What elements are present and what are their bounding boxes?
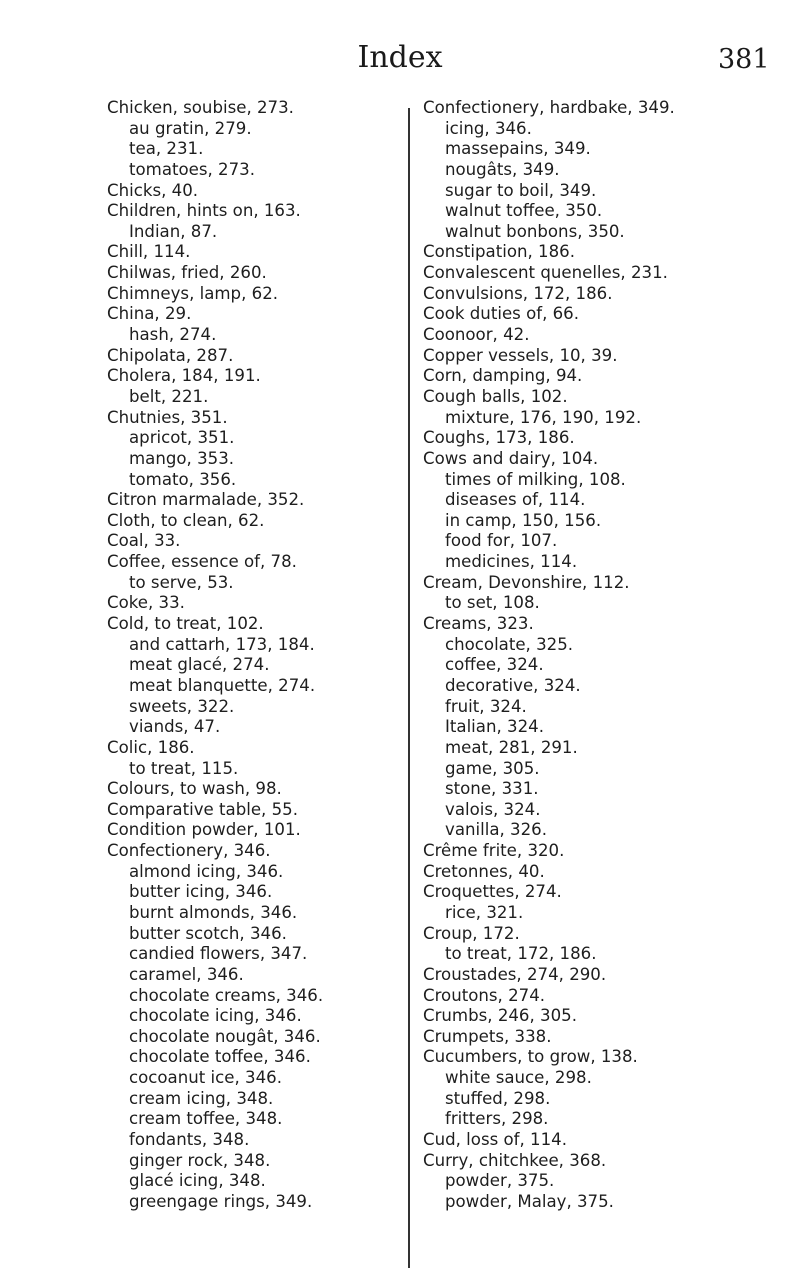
index-subentry: in camp, 150, 156.: [445, 510, 602, 530]
index-entry: Colours, to wash, 98.: [107, 779, 282, 799]
index-subentry: game, 305.: [445, 758, 540, 778]
index-subentry: times of milking, 108.: [445, 469, 626, 489]
index-entry: Creams, 323.: [423, 614, 534, 634]
index-subentry: tomato, 356.: [129, 469, 237, 489]
index-subentry: massepains, 349.: [445, 139, 591, 159]
index-entry: Copper vessels, 10, 39.: [423, 345, 618, 365]
index-subentry: candied flowers, 347.: [129, 944, 308, 964]
index-entry: Cream, Devonshire, 112.: [423, 572, 630, 592]
index-subentry: mixture, 176, 190, 192.: [445, 407, 642, 427]
index-subentry: decorative, 324.: [445, 675, 581, 695]
page-number: 381: [718, 44, 770, 75]
index-entry: Confectionery, hardbake, 349.: [423, 98, 675, 117]
index-subentry: nougâts, 349.: [445, 159, 560, 179]
index-entry: Crumpets, 338.: [423, 1026, 552, 1046]
index-column-left: [107, 98, 407, 1213]
index-entry: Comparative table, 55.: [107, 799, 298, 819]
index-entry: Crumbs, 246, 305.: [423, 1006, 577, 1026]
index-subentry: and cattarh, 173, 184.: [129, 634, 315, 654]
index-entry: Coal, 33.: [107, 531, 181, 551]
index-subentry: fritters, 298.: [445, 1109, 549, 1129]
index-subentry: chocolate, 325.: [445, 634, 574, 654]
index-subentry: meat glacé, 274.: [129, 655, 270, 675]
index-entry: Curry, chitchkee, 368.: [423, 1150, 607, 1170]
index-subentry: chocolate creams, 346.: [129, 985, 324, 1005]
index-subentry: butter scotch, 346.: [129, 923, 287, 943]
index-subentry: chocolate nougât, 346.: [129, 1026, 321, 1046]
index-subentry: cocoanut ice, 346.: [129, 1068, 282, 1088]
index-entry: Cretonnes, 40.: [423, 861, 545, 881]
index-subentry: belt, 221.: [129, 386, 209, 406]
index-entry: Children, hints on, 163.: [107, 201, 301, 221]
index-entry: Croquettes, 274.: [423, 882, 562, 902]
index-subentry: glacé icing, 348.: [129, 1171, 266, 1191]
index-subentry: to treat, 172, 186.: [445, 944, 597, 964]
index-subentry: Italian, 324.: [445, 717, 544, 737]
index-entry: Citron marmalade, 352.: [107, 490, 305, 510]
index-entry: Chimneys, lamp, 62.: [107, 283, 279, 303]
page-title: Index: [357, 40, 443, 75]
index-subentry: valois, 324.: [445, 799, 541, 819]
index-entry: Crême frite, 320.: [423, 841, 565, 861]
index-subentry: icing, 346.: [445, 118, 532, 138]
index-entry: Croup, 172.: [423, 923, 520, 943]
index-subentry: almond icing, 346.: [129, 861, 284, 881]
index-entry: Cough balls, 102.: [423, 386, 568, 406]
index-entry: Chutnies, 351.: [107, 407, 228, 427]
index-subentry: stuffed, 298.: [445, 1088, 551, 1108]
index-subentry: food for, 107.: [445, 531, 558, 551]
index-entry: Coughs, 173, 186.: [423, 428, 575, 448]
index-subentry: fruit, 324.: [445, 696, 527, 716]
index-subentry: sweets, 322.: [129, 696, 235, 716]
index-subentry: cream icing, 348.: [129, 1088, 274, 1108]
index-entry: Chill, 114.: [107, 242, 191, 262]
index-entry: Coke, 33.: [107, 593, 185, 613]
index-subentry: ginger rock, 348.: [129, 1150, 271, 1170]
index-subentry: diseases of, 114.: [445, 490, 586, 510]
index-subentry: Indian, 87.: [129, 221, 218, 241]
index-subentry: walnut bonbons, 350.: [445, 221, 625, 241]
index-entry: Chicks, 40.: [107, 180, 199, 200]
index-subentry: walnut toffee, 350.: [445, 201, 603, 221]
index-subentry: fondants, 348.: [129, 1130, 250, 1150]
index-entry: Cholera, 184, 191.: [107, 366, 261, 386]
index-subentry: apricot, 351.: [129, 428, 235, 448]
index-entry: Constipation, 186.: [423, 242, 576, 262]
index-subentry: chocolate toffee, 346.: [129, 1047, 311, 1067]
index-entry: Croustades, 274, 290.: [423, 964, 607, 984]
index-subentry: meat blanquette, 274.: [129, 675, 316, 695]
index-entry: Croutons, 274.: [423, 985, 546, 1005]
index-subentry: vanilla, 326.: [445, 820, 548, 840]
index-entry: Corn, damping, 94.: [423, 366, 583, 386]
index-subentry: greengage rings, 349.: [129, 1191, 313, 1211]
index-subentry: to serve, 53.: [129, 572, 234, 592]
index-entry: Chilwas, fried, 260.: [107, 263, 267, 283]
index-entry: Coffee, essence of, 78.: [107, 552, 297, 572]
index-subentry: stone, 331.: [445, 779, 539, 799]
index-entry: Cook duties of, 66.: [423, 304, 580, 324]
index-subentry: caramel, 346.: [129, 964, 244, 984]
index-subentry: meat, 281, 291.: [445, 737, 578, 757]
index-subentry: hash, 274.: [129, 325, 217, 345]
index-entry: China, 29.: [107, 304, 192, 324]
index-entry: Confectionery, 346.: [107, 841, 271, 861]
index-entry: Cold, to treat, 102.: [107, 614, 264, 634]
index-entry: Condition powder, 101.: [107, 820, 301, 840]
index-subentry: rice, 321.: [445, 902, 524, 922]
index-entry: Cows and dairy, 104.: [423, 448, 599, 468]
index-subentry: tomatoes, 273.: [129, 159, 256, 179]
index-subentry: to treat, 115.: [129, 758, 239, 778]
index-subentry: powder, 375.: [445, 1171, 555, 1191]
index-subentry: tea, 231.: [129, 139, 204, 159]
index-entry: Cloth, to clean, 62.: [107, 510, 265, 530]
index-entry: Coonoor, 42.: [423, 325, 530, 345]
column-divider: [408, 108, 410, 1268]
index-subentry: sugar to boil, 349.: [445, 180, 597, 200]
index-entry: Chipolata, 287.: [107, 345, 234, 365]
index-subentry: au gratin, 279.: [129, 118, 252, 138]
index-subentry: medicines, 114.: [445, 552, 578, 572]
index-subentry: to set, 108.: [445, 593, 540, 613]
index-column-right: [423, 98, 793, 1213]
index-entry: Chicken, soubise, 273.: [107, 98, 294, 117]
index-subentry: cream toffee, 348.: [129, 1109, 283, 1129]
index-subentry: burnt almonds, 346.: [129, 902, 298, 922]
index-entry: Convalescent quenelles, 231.: [423, 263, 668, 283]
index-subentry: butter icing, 346.: [129, 882, 273, 902]
index-subentry: white sauce, 298.: [445, 1068, 592, 1088]
index-entry: Cucumbers, to grow, 138.: [423, 1047, 638, 1067]
index-entry: Colic, 186.: [107, 737, 195, 757]
page-header: [0, 38, 800, 88]
index-entry: Convulsions, 172, 186.: [423, 283, 613, 303]
index-entry: Cud, loss of, 114.: [423, 1130, 568, 1150]
index-subentry: coffee, 324.: [445, 655, 544, 675]
index-subentry: mango, 353.: [129, 448, 235, 468]
index-subentry: chocolate icing, 346.: [129, 1006, 302, 1026]
index-subentry: powder, Malay, 375.: [445, 1191, 614, 1211]
index-subentry: viands, 47.: [129, 717, 221, 737]
